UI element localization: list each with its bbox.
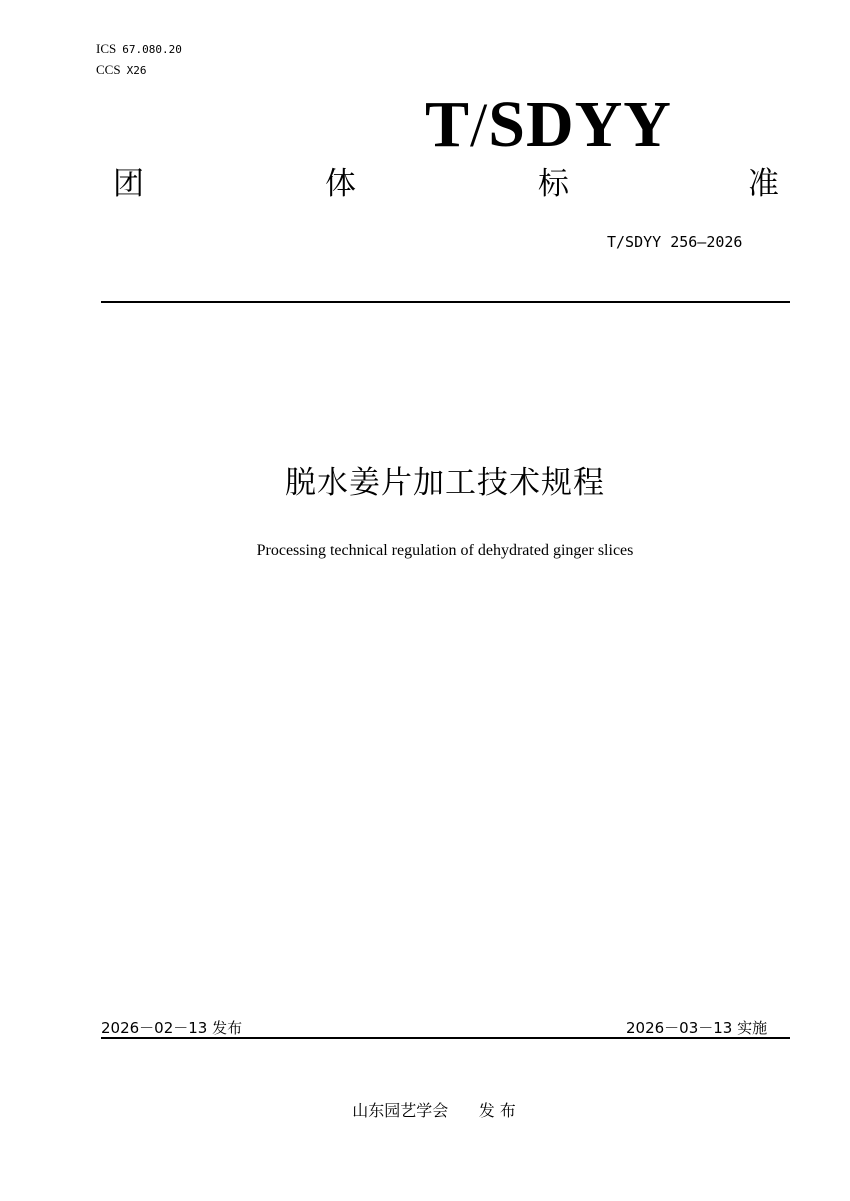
issuer-name: 山东园艺学会	[352, 1101, 449, 1120]
ics-line	[96, 42, 182, 57]
issuer-action: 发 布	[478, 1101, 516, 1120]
document-title-chinese: 脱水姜片加工技术规程	[285, 465, 605, 501]
logo-letters-sdyy: SDYY	[488, 88, 672, 161]
standard-type-char-3: 标	[538, 166, 569, 202]
ccs-label: CCS	[96, 62, 121, 77]
standard-type-char-1: 团	[113, 166, 144, 202]
ics-label: ICS	[96, 41, 117, 56]
standard-type-char-4: 准	[748, 166, 779, 202]
standard-type-char-2: 体	[325, 166, 356, 202]
logo-slash: /	[470, 92, 489, 160]
logo-letter-t: T	[425, 88, 471, 161]
publisher-line	[0, 1101, 850, 1121]
standard-logo	[425, 90, 672, 161]
document-title-english: Processing technical regulation of dehydrated ginger slices	[256, 542, 634, 559]
header-divider	[101, 301, 790, 303]
standard-number: T/SDYY 256—2026	[607, 233, 743, 251]
ics-code: 67.080.20	[122, 43, 182, 56]
ccs-code: X26	[126, 64, 147, 77]
footer-divider	[101, 1037, 790, 1039]
publish-date: 2026－02－13 发布	[101, 1019, 243, 1037]
ccs-line	[96, 63, 146, 78]
implement-date: 2026－03－13 实施	[626, 1019, 768, 1037]
